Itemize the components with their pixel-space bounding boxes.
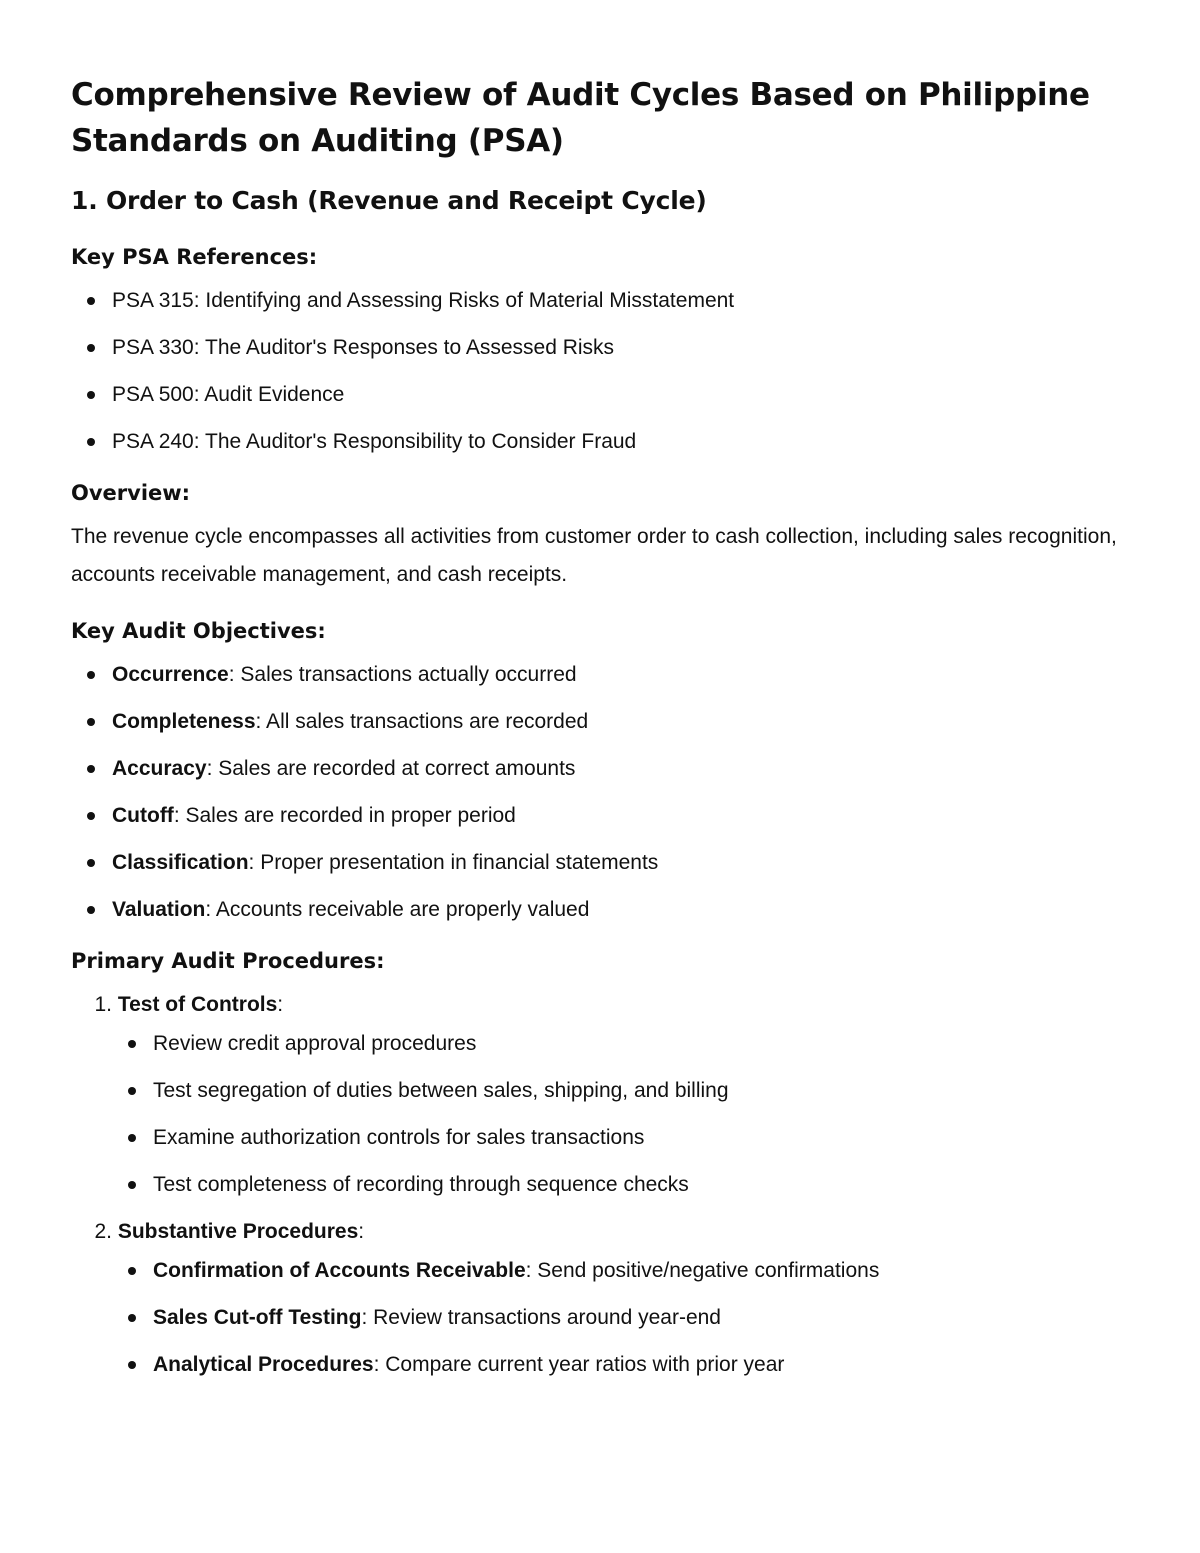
procedure-desc: : Compare current year ratios with prior year bbox=[373, 1353, 785, 1376]
list-item bbox=[71, 1350, 1131, 1379]
list-item: PSA 315: Identifying and Assessing Risks of Material Misstatement bbox=[71, 286, 1131, 315]
objectives-list bbox=[71, 660, 1131, 924]
list-item: Review credit approval procedures bbox=[71, 1029, 1131, 1058]
list-item: Test completeness of recording through sequence checks bbox=[71, 1170, 1131, 1199]
procedure-step bbox=[71, 990, 1131, 1199]
step-title: Substantive Procedures bbox=[117, 1220, 359, 1243]
section-heading-order-to-cash: 1. Order to Cash (Revenue and Receipt Cycle) bbox=[71, 186, 707, 215]
step-number: 2. bbox=[94, 1220, 112, 1243]
procedure-step bbox=[71, 1217, 1131, 1379]
list-item: PSA 330: The Auditor's Responses to Assessed Risks bbox=[71, 333, 1131, 362]
substantive-list bbox=[71, 1256, 1131, 1379]
document-page bbox=[71, 72, 1131, 1397]
list-item bbox=[71, 895, 1131, 924]
objective-desc: : Accounts receivable are properly valued bbox=[205, 898, 590, 921]
objective-term: Completeness bbox=[112, 710, 256, 733]
objective-term: Accuracy bbox=[112, 757, 207, 780]
objective-desc: : All sales transactions are recorded bbox=[255, 710, 589, 733]
list-item bbox=[71, 1303, 1131, 1332]
list-item: PSA 240: The Auditor's Responsibility to Consider Fraud bbox=[71, 427, 1131, 456]
list-item: Test segregation of duties between sales, shipping, and billing bbox=[71, 1076, 1131, 1105]
objective-desc: : Sales transactions actually occurred bbox=[228, 663, 577, 686]
procedure-desc: : Review transactions around year-end bbox=[361, 1306, 721, 1329]
references-list bbox=[71, 286, 1131, 456]
overview-heading: Overview: bbox=[71, 481, 191, 505]
list-item: Examine authorization controls for sales transactions bbox=[71, 1123, 1131, 1152]
procedure-term: Confirmation of Accounts Receivable bbox=[153, 1259, 526, 1282]
objective-desc: : Sales are recorded at correct amounts bbox=[206, 757, 576, 780]
procedures-heading: Primary Audit Procedures: bbox=[71, 949, 385, 973]
objective-desc: : Sales are recorded in proper period bbox=[173, 804, 516, 827]
list-item bbox=[71, 1256, 1131, 1285]
objective-term: Occurrence bbox=[112, 663, 229, 686]
list-item bbox=[71, 754, 1131, 783]
step-suffix: : bbox=[277, 993, 284, 1016]
objective-term: Classification bbox=[112, 851, 249, 874]
procedures-list bbox=[71, 990, 1131, 1379]
objective-term: Cutoff bbox=[112, 804, 174, 827]
controls-list bbox=[71, 1029, 1131, 1199]
references-heading: Key PSA References: bbox=[71, 245, 318, 269]
procedure-term: Sales Cut-off Testing bbox=[153, 1306, 362, 1329]
document-title: Comprehensive Review of Audit Cycles Based on Philippine Standards on Auditing (PSA) bbox=[71, 77, 1090, 159]
step-title: Test of Controls bbox=[117, 993, 278, 1016]
step-suffix: : bbox=[358, 1220, 365, 1243]
step-number: 1. bbox=[94, 993, 112, 1016]
objectives-heading: Key Audit Objectives: bbox=[71, 619, 326, 643]
list-item bbox=[71, 660, 1131, 689]
objective-desc: : Proper presentation in financial statements bbox=[248, 851, 659, 874]
list-item bbox=[71, 801, 1131, 830]
list-item bbox=[71, 848, 1131, 877]
procedure-desc: : Send positive/negative confirmations bbox=[525, 1259, 880, 1282]
list-item bbox=[71, 707, 1131, 736]
list-item: PSA 500: Audit Evidence bbox=[71, 380, 1131, 409]
procedure-term: Analytical Procedures bbox=[153, 1353, 374, 1376]
overview-paragraph: The revenue cycle encompasses all activities from customer order to cash collection, including sales recognition, accounts receivable management, and cash receipts. bbox=[71, 525, 1117, 586]
objective-term: Valuation bbox=[112, 898, 206, 921]
